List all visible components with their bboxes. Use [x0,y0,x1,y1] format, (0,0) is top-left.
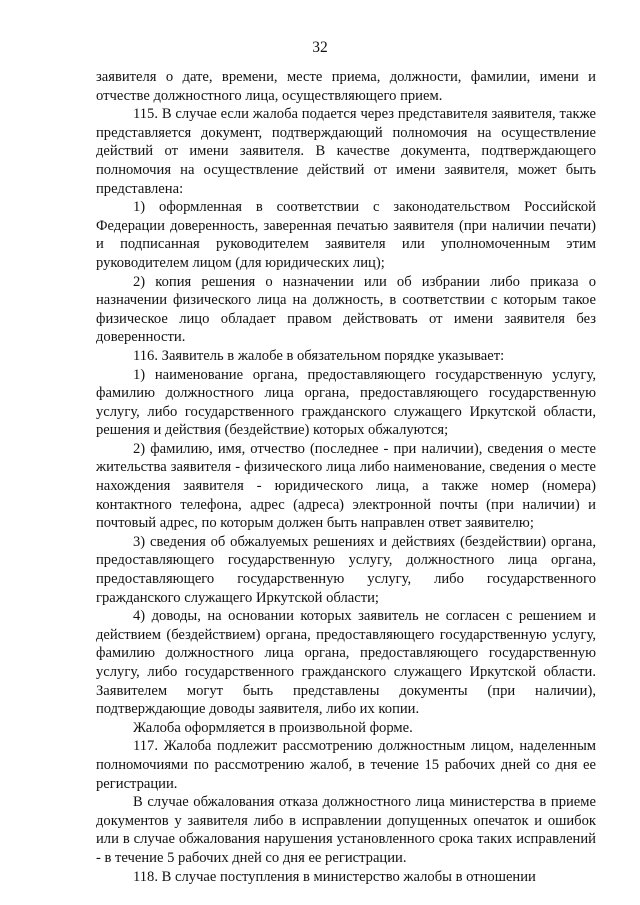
paragraph-117-refusal: В случае обжалования отказа должностного лица министерства в приеме документов у заявителя либо в исправлении допущенных опечаток и ошибок или в случае обжалования нарушения установленного срока таких исправлений - в течение 5 рабочих дней со дня ее регистрации. [96,794,596,866]
document-body [96,68,596,886]
paragraph-116-item-3: 3) сведения об обжалуемых решениях и действиях (бездействии) органа, предоставляющего государственную услугу, должностного лица органа, предоставляющего государственную услугу, либо государственного гражданского служащего Иркутской области; [96,533,596,606]
paragraph-116: 116. Заявитель в жалобе в обязательном порядке указывает: [133,347,505,364]
paragraph-116-item-2: 2) фамилию, имя, отчество (последнее - при наличии), сведения о месте жительства заявителя - физического лица либо наименование, сведения о месте нахождения заявителя - юридического лица, а также номер (номера) контактного телефона, адрес (адреса) электронной почты (при наличии) и почтовый адрес, по которым должен быть направлен ответ заявителю; [96,440,596,532]
paragraph-117: 117. Жалоба подлежит рассмотрению должностным лицом, наделенным полномочиями по рассмотрению жалоб, в течение 15 рабочих дней со дня ее регистрации. [96,738,596,792]
paragraph-115-item-2: 2) копия решения о назначении или об избрании либо приказа о назначении физического лица на должность, в соответствии с которым такое физическое лицо обладает правом действовать от имени заявителя без доверенности. [96,273,596,346]
paragraph-complaint-form: Жалоба оформляется в произвольной форме. [133,719,413,736]
paragraph-115-item-1: 1) оформленная в соответствии с законодательством Российской Федерации доверенность, заверенная печатью заявителя (при наличии печати) и подписанная руководителем заявителя или уполномоченным этим руководителем лицом (для юридических лиц); [96,199,596,271]
paragraph-1: заявителя о дате, времени, месте приема, должности, фамилии, имени и отчестве должностного лица, осуществляющего прием. [96,69,596,104]
paragraph-118: 118. В случае поступления в министерство жалобы в отношении [133,868,536,885]
paragraph-116-item-1: 1) наименование органа, предоставляющего государственную услугу, фамилию должностного лица органа, предоставляющего государственную услугу, либо государственного гражданского служащего Иркутской области, решения и действия (бездействие) которых обжалуются; [96,366,596,439]
paragraph-115: 115. В случае если жалоба подается через представителя заявителя, также представляется документ, подтверждающий полномочия на осуществление действий от имени заявителя. В качестве документа, подтверждающего полномочия на осуществление действий от имени заявителя, может быть представлена: [96,106,596,197]
page-number: 32 [312,39,328,56]
paragraph-116-item-4: 4) доводы, на основании которых заявитель не согласен с решением и действием (бездействием) органа, предоставляющего государственную услугу, фамилию должностного лица органа, предоставляющего государственную услугу, либо государственного гражданского служащего Иркутской области. Заявителем могут быть представлены документы (при наличии), подтверждающие доводы заявителя, либо их копии. [96,608,596,718]
